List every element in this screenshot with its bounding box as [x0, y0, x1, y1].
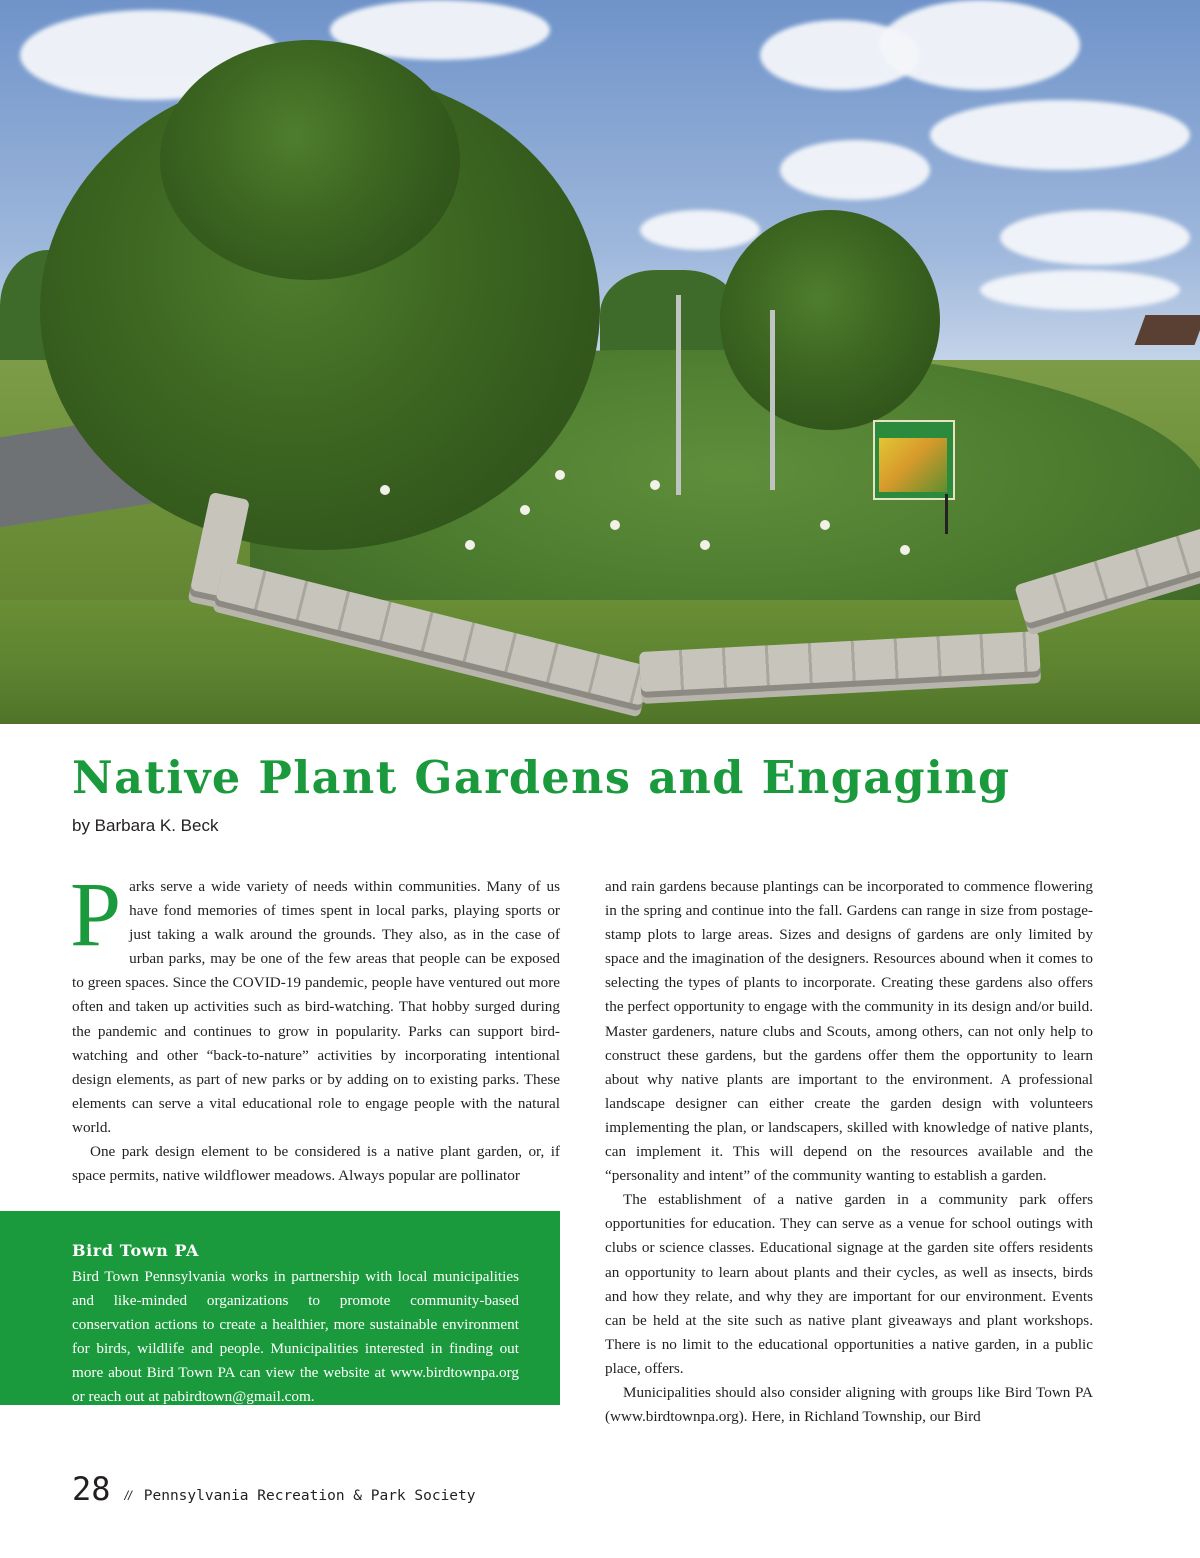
- right-column: [605, 875, 1093, 1429]
- garden-sign: [873, 420, 955, 500]
- paragraph: [70, 863, 560, 1140]
- hero-photo-native-garden: [0, 0, 1200, 724]
- paragraph: One park design element to be considered is a native plant garden, or, if space permits, native wildflower meadows. Always popular are pollinator: [72, 1143, 560, 1185]
- paragraph: and rain gardens because plantings can be incorporated to commence flowering in the spring and continue into the fall. Gardens can range in size from postage-stamp plots to large areas. Sizes and designs of gardens are only limited by space and the imagination of the designers. Resources abound when it comes to selecting the types of plants to incorporate. Creating these gardens also offers the perfect opportunity to engage with the community in its design and/or build. Master gardeners, nature clubs and Scouts, among others, can not only help to construct these gardens, but the gardens offer them the opportunity to learn about why native plants are important to the environment. A professional landscape designer can either create the garden design with volunteers implementing the plan, or landscapers, skilled with knowledge of native plants, can implement it. This will depend on the resources available and the “personality and intent” of the community wanting to establish a garden.: [605, 878, 1093, 1185]
- paragraph: Municipalities should also consider aligning with groups like Bird Town PA (www.birdtownpa.org). Here, in Richland Township, our Bird: [605, 1383, 1093, 1426]
- sidebar-body: Bird Town Pennsylvania works in partnership with local municipalities and like-minded organizations to promote community-based conservation actions to create a healthier, more sustainable environment for birds, wildlife and people. Municipalities interested in finding out more about Bird Town PA can view the website at www.birdtownpa.org or reach out at pabirdtown@gmail.com.: [72, 1268, 519, 1406]
- page-footer: [72, 1470, 476, 1520]
- article-title: Native Plant Gardens and Engaging: [72, 752, 1011, 804]
- paragraph: The establishment of a native garden in a community park offers opportunities for education. They can serve as a venue for school outings with clubs or science classes. Educational signage at the garden site offers residents an opportunity to learn about plants and their cycles, as well as insects, birds and how they relate, and why they are important for our environment. Events can be held at the site such as native plant giveaways and plant workshops. There is no limit to the educational opportunities a native garden, in a public place, offers.: [605, 1191, 1093, 1377]
- publication-name: Pennsylvania Recreation & Park Society: [143, 1488, 476, 1504]
- page-number: 28: [72, 1470, 111, 1508]
- byline: by Barbara K. Beck: [72, 816, 219, 835]
- paragraph-text: arks serve a wide variety of needs within communities. Many of us have fond memories of times spent in local parks, playing sports or just taking a walk around the grounds. They also, as in the case of urban parks, may be one of the few areas that people can be exposed to green spaces. Since the COVID-19 pandemic, people have ventured out more often and taken up activities such as bird-watching. That hobby surged during the pandemic and continues to grow in popularity. Parks can support bird-watching and other “back-to-nature” activities by incorporating intentional design elements, as part of new parks or by adding on to existing parks. These elements can serve a vital educational role to engage people with the natural world.: [72, 878, 560, 1136]
- left-column: [70, 863, 560, 1188]
- footer-separator: //: [124, 1488, 132, 1503]
- drop-cap: P: [70, 863, 122, 965]
- sidebar-bird-town-pa: [0, 1211, 560, 1405]
- sidebar-heading: Bird Town PA: [72, 1241, 199, 1260]
